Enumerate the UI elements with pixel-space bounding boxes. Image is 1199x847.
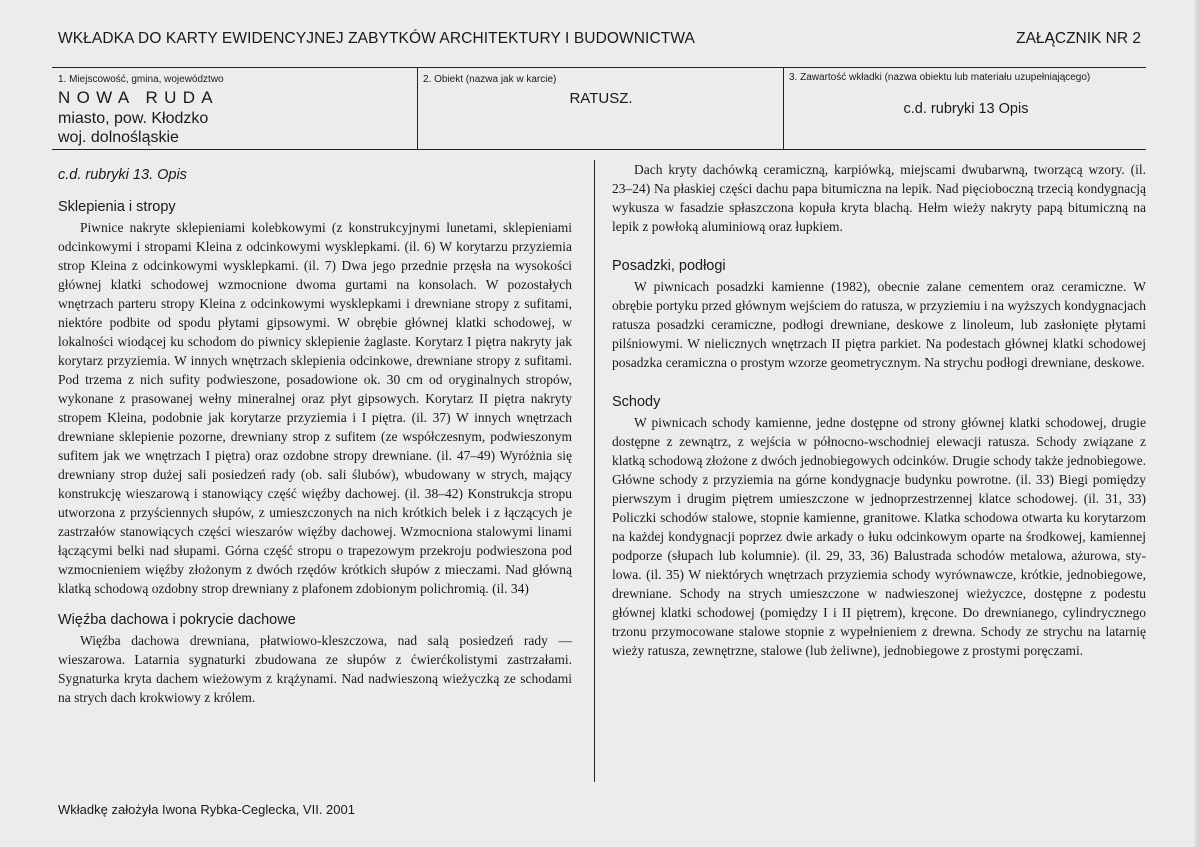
- contents-label: 3. Zawartość wkładki (nazwa obiektu lub materiału uzupełniającego): [789, 72, 1091, 83]
- location-label: 1. Miejscowość, gmina, województwo: [58, 74, 224, 85]
- section-text: W piwnicach posadzki kamienne (1982), obecnie zalane cementem oraz ceramiczne. W obrębie portyku przed głównym wejściem do ratusza, w przyziemiu i na wyższych kondygnacjach ratusza posadzki ceramiczne, podłogi drewniane, deskowe z linoleum, lub zasłonięte płytami pilśniowymi. W nielicznych wnętrzach II piętra parkiet. Na podestach głównej klatki schodowej posadzka ceramiczna o prostym wzorze geometrycznym. Na strychu podłogi drewniane, deskowe.: [612, 279, 1146, 370]
- field-divider-2: [783, 68, 784, 149]
- section-heading: Więźba dachowa i pokrycie dachowe: [58, 612, 296, 628]
- header-rule-bottom: [52, 149, 1146, 150]
- section-roof: [58, 610, 572, 707]
- header-rule-top: [52, 67, 1146, 68]
- section-heading: Sklepienia i stropy: [58, 199, 176, 215]
- contents-value: c.d. rubryki 13 Opis: [903, 101, 1029, 117]
- field-divider-1: [417, 68, 418, 149]
- form-title: WKŁADKA DO KARTY EWIDENCYJNEJ ZABYTKÓW ARCHITEKTURY I BUDOWNICTWA: [58, 30, 695, 47]
- section-text: W piwnicach schody kamienne, jedne dostępne od strony głównej klatki schodowej, drugie dostępne z zewnątrz, z wejścia w północno-wschodniej elewacji ratusza. Schody związane z klatką schodową złożone z dwóch jednobiegowych odcinków. Drugie schody także jednobiegowe. Główne schody z przyziemia na górne kondygnacje budynku powrotne. (il. 33) Biegi pomiędzy pierwszym i drugim piętrem umieszczone w jednoprzestrzennej klatce schodowej. (il. 31, 33) Policzki schodów stalowe, stopnie kamienne, granitowe. Klatka schodowa otwarta ku korytarzom na każdej kondygnacji poprzez dwie arkady o łuku odcinkowym oparte na środkowej, kamiennej podporze (słupach lub kolumnie). (il. 29, 33, 36) Balustrada schodów metalowa, ażurowa, stylowa. (il. 35) W niektórych wnętrzach przyziemia schody wyrównawcze, krótkie, jednobiegowe, drewniane. Schody na strych umieszczone w nadwieszonej wieżyczce, dostępne z podestu głównej klatki schodowej (pomiędzy I i II piętrem), kręcone. Do drewnianego, cylindrycznego trzonu przymocowane stalowe stopnie z wypełnieniem z drewna. Schody ze strychu na latarnię wieży ratusza, zewnętrzne, stalowe (lub żeliwne), jednobiegowe z prostymi poręczami.: [612, 415, 1146, 658]
- left-column: [58, 160, 572, 719]
- object-value: RATUSZ.: [569, 90, 633, 107]
- location-voivodeship: woj. dolnośląskie: [58, 129, 179, 146]
- continuation-label: c.d. rubryki 13. Opis: [58, 167, 187, 183]
- section-vaults: [58, 197, 572, 598]
- right-column: [612, 160, 1146, 672]
- annex-number: ZAŁĄCZNIK NR 2: [1016, 30, 1141, 47]
- section-floors: [612, 256, 1146, 372]
- section-heading: Posadzki, podłogi: [612, 258, 726, 274]
- author-note: Wkładkę założyła Iwona Rybka-Ceglecka, VII. 2001: [58, 802, 355, 817]
- page-edge-shadow: [1193, 0, 1199, 847]
- object-label: 2. Obiekt (nazwa jak w karcie): [423, 74, 557, 85]
- location-name: NOWA RUDA: [58, 88, 219, 107]
- section-roof-covering: [612, 160, 1146, 236]
- column-divider: [594, 160, 595, 782]
- location-district: miasto, pow. Kłodzko: [58, 110, 209, 127]
- section-heading: Schody: [612, 394, 661, 410]
- section-text: Więźba dachowa drewniana, płatwiowo-kleszczowa, nad salą posiedzeń rady — wieszarowa. Latarnia sygnaturki zbudowana ze słupów z ćwierćkolistymi zastrzałami. Sygnaturka kryta dachem wieżowym z krążynami. Nad nadwieszoną wieżyczką ze schodami na strych dach krokwiowy z królem.: [58, 633, 572, 705]
- section-stairs: [612, 392, 1146, 660]
- section-text: Dach kryty dachówką ceramiczną, karpiówką, miejscami dwubarwną, tworzącą wzory. (il. 23–24) Na płaskiej części dachu papa bitumiczna na lepik. Nad pięcioboczną trzecią kondygnacją wykusza w fasadzie spłaszczona kopuła kryta blachą. Hełm wieży nakryty papą bitumiczną na lepik z powłoką aluminiową oraz łupkiem.: [612, 162, 1146, 234]
- section-text: Piwnice nakryte sklepieniami kolebkowymi (z konstrukcyjnymi lunetami, sklepieniami odcinkowymi i stropami Kleina z odcinkowymi wysklepkami. (il. 6) W korytarzu przyziemia strop Kleina z odcinkowymi wysklepkami. (il. 7) Dwa jego przednie przęsła na wysokości głównej klatki schodowej wzmocnione dwoma gurtami na konsolach. W pozostałych wnętrzach parteru stropy Kleina z odcinkowymi wysklepkami i drewniane stropy z sufitami, niektóre podbite od spodu płytami gipsowymi. W obrębie głównej klatki schodowej, w lokalności wiodącej ku schodom do piwnicy sklepienie żaglaste. Korytarz I piętra nakryty jak korytarz przyziemia. W innych wnętrzach sklepienia odcinkowe, drewniane stropy z sufitami. Pod trzema z nich sufity podwieszone, posadowione ok. 30 cm od oryginalnych stropów, wykonane z prasowanej wełny mineralnej oraz płyt gipsowych. Korytarz II piętra nakryty stropem Kleina, podobnie jak korytarze przyziemia i I piętra. (il. 37) W innych wnętrzach drewniane sklepienie pozorne, drewniany strop z sufitem (ze współczesnym, podwieszonym sufitem jak we wnętrzach I piętra) oraz ozdobne stropy drewniane. (il. 47–49) Wyróżnia się drewniany strop dużej sali posiedzeń rady (ob. sali ślubów), wbudowany w strych, mający konstrukcję wieszarową i stanowiący część więźby dachowej. (il. 38–42) Konstrukcja stropu utworzona z przyściennych słupów, z umieszczonych na nich krótkich belek i z łączących je zastrzałów stanowiących części wieszarów więźby dachowej. Wzmocniona stalowymi linami łączącymi belki nad słupami. Górna część stropu o trapezowym przekroju podwieszona pod wzmocnieniem więźby złożonym z dwóch rzędów krótkich słupów z mieczami. Nad główną klatką schodową ozdobny strop drewniany z plafonem zdobionym polichromią. (il. 34): [58, 220, 572, 596]
